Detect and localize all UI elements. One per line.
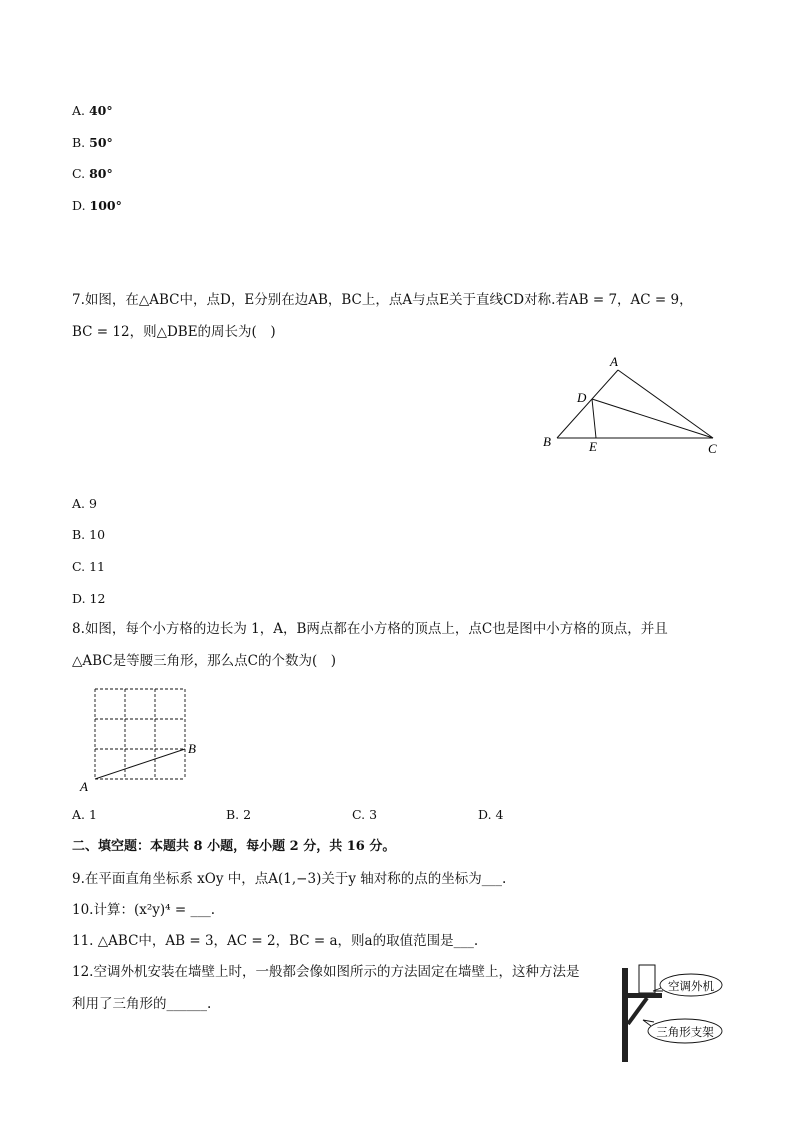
vertex-label-d: D bbox=[577, 390, 587, 405]
q8-option-d: D. 4 bbox=[478, 807, 504, 822]
side-ac bbox=[618, 370, 713, 438]
q11-stem: 11. △ABC中，AB = 3，AC = 2，BC = a，则a的取值范围是___. bbox=[72, 933, 479, 949]
q6-option-a bbox=[72, 102, 113, 120]
label-ac-unit: 空调外机 bbox=[668, 979, 714, 993]
option-label: C. bbox=[72, 166, 90, 181]
option-label: A. bbox=[72, 103, 89, 118]
option-label: D. bbox=[72, 198, 90, 213]
q7-stem-line2: BC = 12，则△DBE的周长为( ) bbox=[72, 324, 276, 340]
q7-stem-line1: 7.如图，在△ABC中，点D，E分别在边AB，BC上，点A与点E关于直线CD对称.若AB = 7，AC = 9， bbox=[72, 292, 693, 308]
q12-stem-line2: 利用了三角形的______. bbox=[72, 996, 212, 1012]
segment-dc bbox=[592, 399, 713, 438]
label-bracket: 三角形支架 bbox=[656, 1025, 714, 1039]
vertex-label-c: C bbox=[708, 441, 717, 456]
q12-ac-bracket-figure bbox=[615, 960, 735, 1066]
q7-triangle-figure bbox=[530, 350, 730, 460]
q8-option-c: C. 3 bbox=[352, 807, 378, 822]
q6-option-b bbox=[72, 134, 113, 152]
bracket-arm bbox=[628, 993, 662, 998]
option-value: 100° bbox=[89, 198, 122, 213]
q7-option-b: B. 10 bbox=[72, 527, 106, 542]
option-label: B. bbox=[72, 135, 90, 150]
point-label-a: A bbox=[80, 779, 88, 794]
q8-option-a: A. 1 bbox=[72, 807, 97, 822]
wall bbox=[622, 968, 628, 1062]
option-value: 50° bbox=[89, 135, 113, 150]
segment-ab bbox=[95, 749, 185, 779]
vertex-label-e: E bbox=[589, 439, 597, 454]
q8-grid-figure bbox=[76, 682, 206, 794]
vertex-label-a: A bbox=[610, 354, 618, 369]
q9-stem: 9.在平面直角坐标系 xOy 中，点A(1,−3)关于y 轴对称的点的坐标为___. bbox=[72, 871, 507, 887]
q6-option-c bbox=[72, 165, 113, 183]
q10-stem: 10.计算：(x²y)⁴ = ___. bbox=[72, 902, 216, 918]
callout-bracket bbox=[643, 1019, 722, 1043]
q8-stem-line1: 8.如图，每个小方格的边长为 1，A，B两点都在小方格的顶点上，点C也是图中小方格的顶点，并且 bbox=[72, 621, 668, 637]
option-value: 40° bbox=[88, 103, 113, 118]
q12-stem-line1: 12.空调外机安装在墙壁上时，一般都会像如图所示的方法固定在墙壁上，这种方法是 bbox=[72, 964, 580, 980]
callout-ac-unit bbox=[653, 974, 722, 996]
q6-option-d bbox=[72, 197, 122, 215]
q7-option-a: A. 9 bbox=[72, 496, 97, 511]
q7-option-d: D. 12 bbox=[72, 591, 106, 606]
point-label-b: B bbox=[188, 741, 196, 756]
dashed-grid bbox=[95, 689, 185, 779]
ac-unit bbox=[639, 965, 655, 993]
section-title: 二、填空题：本题共 8 小题，每小题 2 分，共 16 分。 bbox=[72, 839, 396, 854]
vertex-label-b: B bbox=[543, 434, 551, 449]
segment-de bbox=[592, 399, 596, 438]
q8-stem-line2: △ABC是等腰三角形，那么点C的个数为( ) bbox=[72, 653, 336, 669]
q7-option-c: C. 11 bbox=[72, 559, 105, 574]
q8-option-b: B. 2 bbox=[226, 807, 252, 822]
option-value: 80° bbox=[89, 166, 113, 181]
